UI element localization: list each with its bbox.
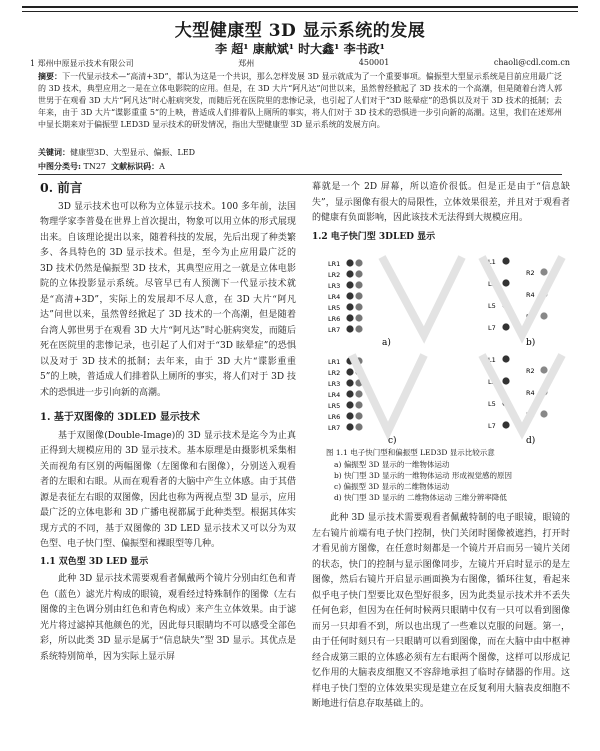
figure-item-a: a) 偏振型 3D 显示的一维物体运动 — [334, 460, 450, 469]
figure-caption: 图 1.1 电子快门型和偏振型 LED3D 显示比较示意 — [326, 448, 495, 457]
panel-a-dot — [346, 325, 353, 332]
panel-b-label: L3 — [488, 280, 496, 288]
panel-a-label: a) — [382, 338, 391, 348]
panel-c-dot-pair — [355, 423, 362, 430]
right-column — [312, 180, 570, 713]
panel-c-dot-pair — [355, 401, 362, 408]
panel-c-dot — [346, 412, 353, 419]
panel-d-label: R4 — [526, 389, 535, 397]
panel-c-label: LR4 — [328, 391, 341, 399]
panel-a-dot-pair — [355, 303, 362, 310]
panel-a — [328, 259, 363, 334]
panel-c-label: LR6 — [328, 413, 341, 421]
figure-item-b: b) 快门型 3D 显示的一维物体运动 形成视觉感的原因 — [334, 471, 513, 480]
keywords — [38, 147, 562, 158]
panel-d-dot — [502, 355, 509, 362]
classification — [38, 161, 562, 172]
panel-b-label: R4 — [526, 291, 535, 299]
panel-a-dot-pair — [355, 292, 362, 299]
right-continuation-paragraph: 幕就是一个 2D 屏幕，所以造价很低。但是正是由于“信息缺失”，显示图像有很大的局限性，立体效果很差，并且对于观看者的健康有负面影响，因此该技术无法得到大规模应用。 — [312, 182, 570, 223]
figure-item-d: d) 快门型 3D 显示的 二维物体运动 三维分辨率降低 — [334, 493, 507, 502]
panel-a-label: LR7 — [328, 326, 341, 334]
clc-label: 中图分类号: — [38, 161, 81, 171]
panel-b-dot — [502, 279, 509, 286]
section-0-paragraph: 3D 显示技术也可以称为立体显示技术。100 多年前，法国物理学家李普曼在世界上首次提出，物象可以用立体的形式展现出来。自该理论提出以来，随着科技的发展，先后出现了种类繁多、各具特色的 3D 显示技术。但是，至今为止应用最广泛的 3D 技术仍然是偏振型 3D 技术，其典型应用之一就是立体电影院的立体投影显示系统。尽管早已有人预测下一代显示技术就是“高清+3D”，实际上的发展却不尽人意，在 3D 大片“阿凡达”问世以来，虽然曾经掀起了 3D 技术的一个高潮，但是随着台湾人郭世男于在观看 3D 大片“阿凡达”时心脏病突发，而随后死在医院里的悲惨记录，也引起了人们对于“3D 眩晕症”的恐惧以及对于 3D 技术的抵制；去年来，由于 3D 大片“谍影重重 5”的上映，普适成人们排着队上厕所的事实，将人们对于 3D 技术的恐惧进一步引向新的高潮。 — [40, 201, 296, 398]
panel-a-label: LR2 — [328, 271, 341, 279]
section-1-2-paragraph: 此种 3D 显示技术需要观看者佩戴特制的电子眼镜，眼镜的左右镜片前端有电子快门控制，快门关闭时图像被遮挡，打开时才看见前方图像，在任意时刻都是一个镜片开启而另一镜片关闭的状态，快门的控制与显示图像同步，左镜片开启时显示的是左图像，然后右镜片开启显示画面换为右图像，循环往复，看起来似乎电子快门型要比双色型好很多，因为此类显示技术并不丢失任何色彩，但因为在任何时候两只眼睛中仅有一只可以看到图像而另一只却看不到，所以也出现了一些难以克服的问题。第一，由于任何时刻只有一只眼睛可以看到图像，而在大脑中由中枢神经合成第三眼的立体感必须有左右眼两个图像，这样可以形成记忆作用的大脑表皮细胞又不容辞地承担了临时存储器的作用。这样电子快门型的立体效果实现是建立在反复利用大脑表皮细胞不断地进行信息存取基础上的。 — [312, 513, 570, 709]
panel-a-dot-pair — [355, 281, 362, 288]
panel-a-dot — [346, 270, 353, 277]
section-1-1-paragraph: 此种 3D 显示技术需要观看者佩戴两个镜片分别由红色和青色（蓝色）滤光片构成的眼镜，观看经过特殊制作的图像（左右图像的主色调分别由红色和青色构成）来产生立体效果。由于滤光片将过滤掉其他颜色的光，因此每只眼睛均不可以感受全部色彩，所以此类 3D 显示是属于“信息缺失”型 3D 显示。其优点是系统特别简单，因为实际上显示屏 — [40, 574, 296, 662]
section-1-1-title: 1.1 双色型 3D LED 显示 — [40, 556, 149, 567]
panel-c-dot — [346, 401, 353, 408]
panel-d-label: L3 — [488, 378, 496, 386]
panel-c-label: LR5 — [328, 402, 341, 410]
doc-code: A — [159, 162, 165, 171]
panel-b-label: R6 — [526, 313, 535, 321]
affiliation-org: 1 郑州中原显示技术有限公司 — [30, 59, 134, 68]
panel-c-dot — [346, 423, 353, 430]
panel-a-dot — [346, 281, 353, 288]
panel-b-label: L5 — [488, 302, 496, 310]
panel-a-dot — [346, 303, 353, 310]
keywords-text: 健康型3D、大型显示、偏振、LED — [70, 148, 196, 157]
panel-b-dot — [540, 268, 547, 275]
panel-d-dot — [502, 421, 509, 428]
section-1-2-title: 1.2 电子快门型 3DLED 显示 — [312, 231, 436, 242]
panel-c-dot-pair — [355, 390, 362, 397]
panel-c-label: LR7 — [328, 424, 341, 432]
section-1-title: 1. 基于双图像的 3DLED 显示技术 — [40, 412, 200, 423]
panel-d-label: d) — [526, 436, 536, 445]
panel-a-dot — [346, 259, 353, 266]
panel-b-label: b) — [526, 338, 536, 348]
panel-c-dot — [346, 368, 353, 375]
panel-d-dot — [502, 377, 509, 384]
panel-c-label: LR1 — [328, 358, 341, 366]
left-column — [40, 180, 296, 665]
panel-c-bg-shape — [352, 355, 424, 431]
panel-c-label: LR2 — [328, 369, 341, 377]
abstract — [38, 70, 562, 131]
affiliation-line — [30, 58, 570, 69]
panel-c-dot-pair — [355, 412, 362, 419]
header-rule — [22, 6, 578, 12]
figure-1-1 — [312, 249, 570, 445]
panel-b-bg-shape — [382, 257, 462, 335]
panel-d-dot — [540, 410, 547, 417]
panel-b-dot — [540, 312, 547, 319]
panel-b-label: R2 — [526, 269, 535, 277]
keywords-label: 关键词： — [38, 147, 70, 157]
clc-value: TN27 — [83, 162, 107, 171]
panel-a-label: LR6 — [328, 315, 341, 323]
panel-a-dot-pair — [355, 325, 362, 332]
paper-authors: 李 超¹ 康献斌¹ 时大鑫¹ 李书政¹ — [215, 42, 385, 56]
panel-a-dot — [346, 292, 353, 299]
panel-a-label: LR4 — [328, 293, 341, 301]
panel-c-label: c) — [388, 436, 397, 445]
panel-d-label: R2 — [526, 367, 535, 375]
section-0-title: 0. 前言 — [40, 180, 83, 195]
panel-a-dot-pair — [355, 259, 362, 266]
affiliation-email: chaoli@cdl.com.cn — [493, 58, 570, 67]
panel-d-label: L7 — [488, 422, 496, 430]
panel-d-bg-shape — [482, 355, 562, 431]
panel-c-dot — [346, 390, 353, 397]
abstract-text: 下一代显示技术—“高清+3D”，都认为这是一个共识，那么怎样发展 3D 显示就成为了一个重要事项。偏振型大型显示系统是目前应用最广泛的 3D 技术，典型应用之一是在立体电影院的应用。但是，在 3D 大片“阿凡达”问世以来，虽然曾经掀起了 3D 技术的一个高潮，但是随着台湾人郭世男于在观看 3D 大片“阿凡达”时心脏病突发，而随后死在医院里的悲惨记录，也引起了人们对于“3D 眩晕症”的恐惧以及对于 3D 技术的抵制；去年来，由于 3D 大片“谍影重重 5”的上映，普适成人们排着队上厕所的事实，将人们对于 3D 技术的恐惧进一步引向新的高潮。这里，我们在述郑州中显长期来对于偏振型 LED3D 显示技术的研发情况，指出大型健康型 3D 显示系统的发展方向。 — [38, 72, 562, 129]
panel-b-dot — [502, 257, 509, 264]
figure-diagram — [312, 249, 570, 445]
panel-a-dot-pair — [355, 314, 362, 321]
abstract-rule — [38, 174, 562, 175]
affiliation-zip: 450001 — [358, 58, 390, 67]
section-1-paragraph: 基于双图像(Double-Image)的 3D 显示技术是迄今为止真正得到大规模应用的 3D 显示技术。基本原理是由摄影机采集相关而视角有区别的两幅图像（左图像和右图像），分别送入观看者的左眼和右眼。从而在观看者的大脑中产生立体感。由于其借源是表征左右眼的双图像，因此也称为两视点型 3D 显示，应用最广泛的立体电影和 3D 广播电视都属于此种类型。根据其体实现方式的不同，基于双图像的 3D LED 显示技术又可以分为双色型、电子快门型、偏振型和裸眼型等几种。 — [40, 430, 296, 549]
panel-d-label: L1 — [488, 356, 496, 364]
panel-d-label: R6 — [526, 411, 535, 419]
panel-d-dot — [540, 366, 547, 373]
panel-b-label: L1 — [488, 258, 496, 266]
figure-item-c: c) 偏振型 3D 显示的二维物体运动 — [334, 482, 450, 491]
affiliation-city: 郑州 — [238, 59, 255, 68]
panel-c-label: LR3 — [328, 380, 341, 388]
paper-title: 大型健康型 3D 显示系统的发展 — [174, 21, 426, 41]
panel-a-label: LR5 — [328, 304, 341, 312]
panel-a-dot — [346, 314, 353, 321]
panel-d-label: L5 — [488, 400, 496, 408]
abstract-label: 摘要： — [38, 71, 63, 81]
panel-a-dot-pair — [355, 270, 362, 277]
panel-a-label: LR3 — [328, 282, 341, 290]
panel-b-label: L7 — [488, 324, 496, 332]
panel-c-dot — [346, 379, 353, 386]
panel-a-label: LR1 — [328, 260, 341, 268]
doc-label: 文献标识码： — [111, 161, 160, 171]
panel-b-dot — [502, 323, 509, 330]
